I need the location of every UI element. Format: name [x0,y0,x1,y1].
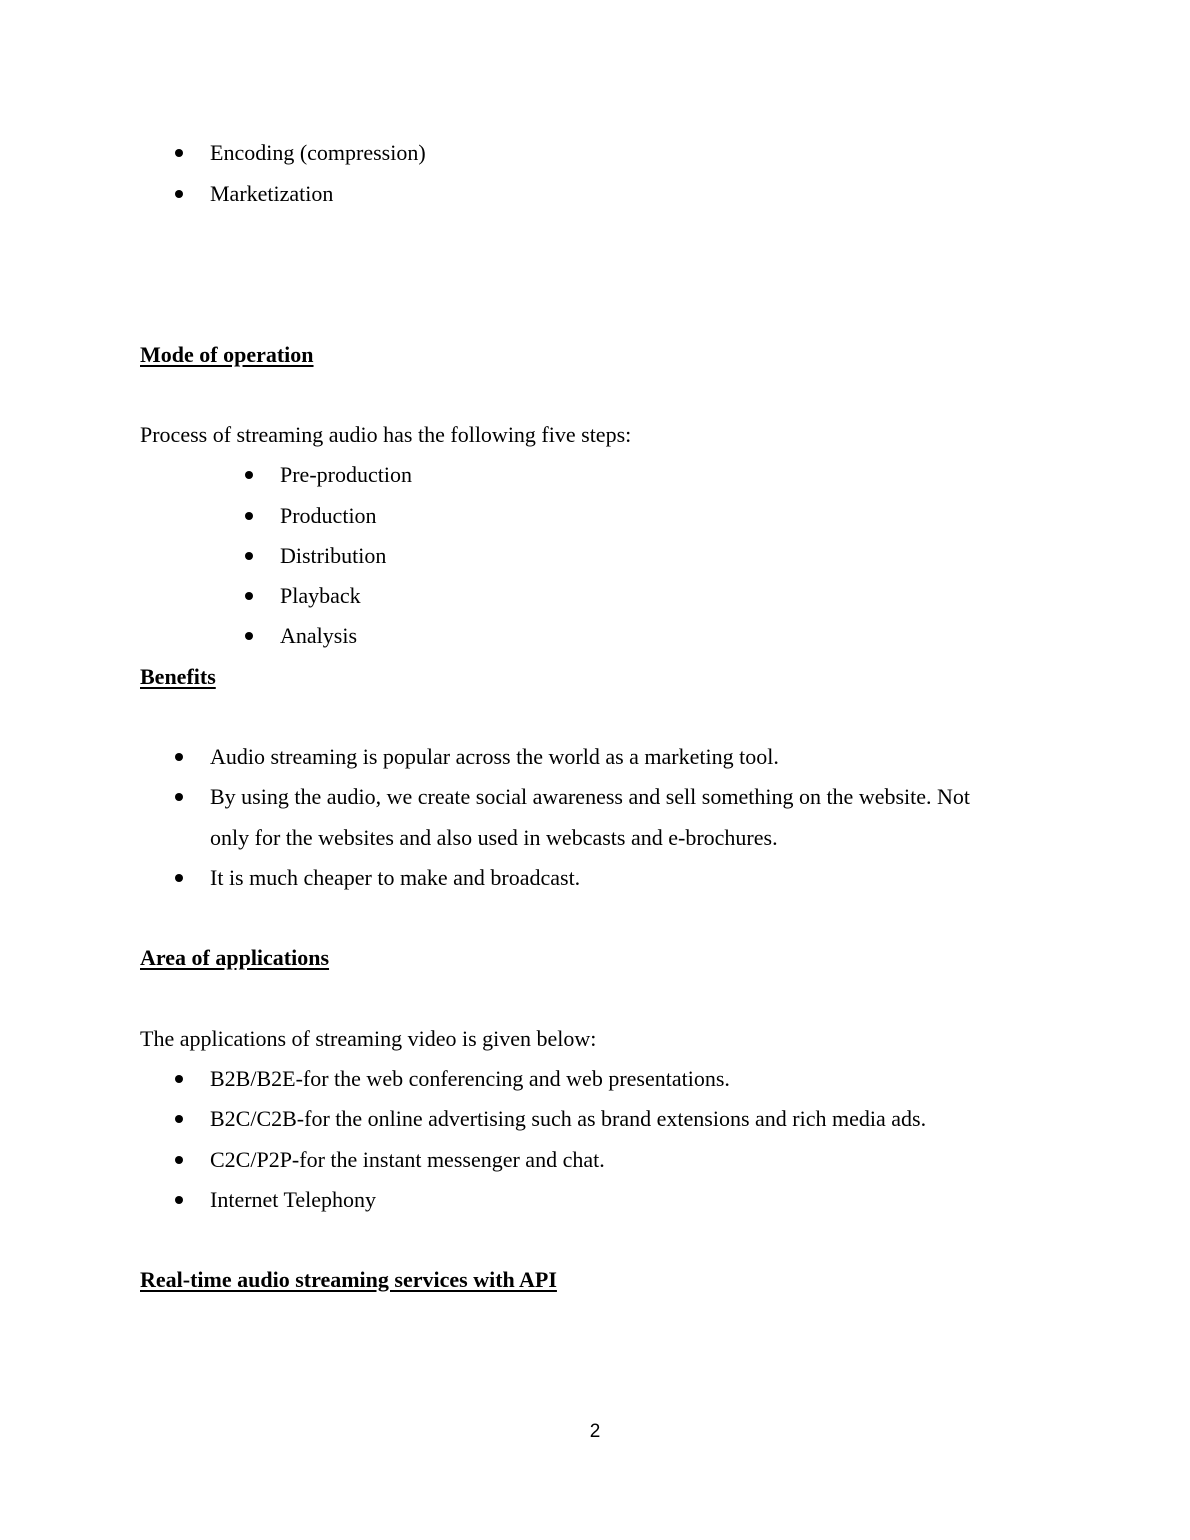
bullet-icon [175,1156,183,1164]
list-item-text: It is much cheaper to make and broadcast. [210,865,581,890]
list-item-text: Internet Telephony [210,1187,377,1212]
list-item-text: C2C/P2P-for the instant messenger and chat. [210,1147,605,1172]
page-number: 2 [589,1421,601,1442]
list-item-text: By using the audio, we create social awareness and sell something on the website. Not [210,784,971,809]
list-item-text: Analysis [280,623,357,648]
mode-intro-text: Process of streaming audio has the following five steps: [140,422,632,447]
bullet-icon [175,1115,183,1123]
section-heading-mode-of-operation: Mode of operation [140,342,314,367]
list-item-text: Pre-production [280,462,412,487]
section-heading-applications: Area of applications [140,945,330,970]
applications-intro-text: The applications of streaming video is given below: [140,1026,597,1051]
section-heading-benefits: Benefits [140,664,216,689]
bullet-icon [175,1075,183,1083]
bullet-icon [245,512,253,520]
bullet-icon [245,632,253,640]
bullet-icon [175,149,183,157]
bullet-icon [245,471,253,479]
list-item-text: Distribution [280,543,387,568]
bullet-icon [245,552,253,560]
bullet-icon [245,592,253,600]
list-item-text: Encoding (compression) [210,140,426,165]
list-item-text: B2B/B2E-for the web conferencing and web presentations. [210,1066,730,1091]
list-item-text: Marketization [210,181,334,206]
bullet-icon [175,874,183,882]
section-heading-realtime-api: Real-time audio streaming services with API [140,1267,557,1292]
bullet-icon [175,753,183,761]
list-item-text: Audio streaming is popular across the world as a marketing tool. [210,744,779,769]
bullet-icon [175,1196,183,1204]
list-item-text: B2C/C2B-for the online advertising such as brand extensions and rich media ads. [210,1106,927,1131]
list-item-continuation: only for the websites and also used in webcasts and e-brochures. [210,825,778,850]
list-item-text: Production [280,503,377,528]
bullet-icon [175,190,183,198]
list-item-text: Playback [280,583,361,608]
bullet-icon [175,793,183,801]
